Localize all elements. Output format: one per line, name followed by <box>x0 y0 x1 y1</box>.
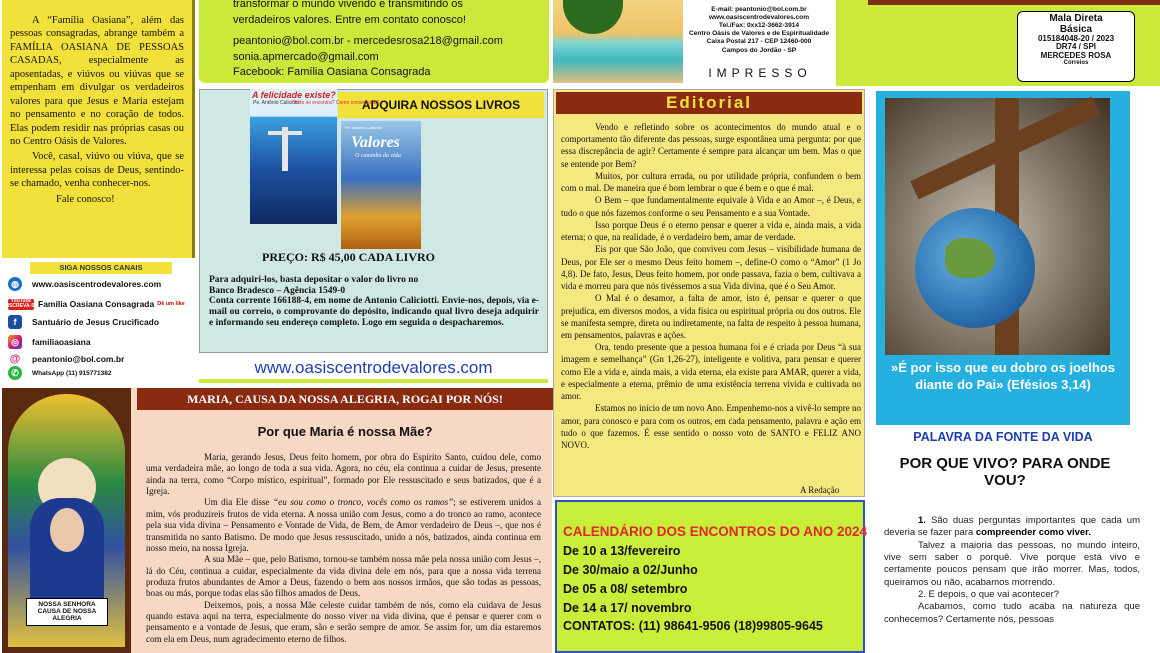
correios-logo: Correios <box>1063 60 1089 67</box>
social-item-label: www.oasiscentrodevalores.com <box>32 279 162 289</box>
instagram-icon: ◎ <box>8 335 22 349</box>
calendar-line: De 14 a 17/ novembro <box>563 600 692 615</box>
book-author: Pe. Antônio Caliciotti <box>253 100 299 106</box>
contact-line: verdadeiros valores. Entre em contato conosco! <box>233 13 466 26</box>
maria-title: MARIA, CAUSA DA NOSSA ALEGRIA, ROGAI POR NÓS! <box>137 388 553 410</box>
social-item-whatsapp[interactable] <box>8 366 111 380</box>
book-title: A felicidade existe? <box>252 90 336 100</box>
email-icon: @ <box>9 353 21 365</box>
social-item-label: WhatsApp (11) 915771382 <box>32 369 112 377</box>
like-badge: Dê um like <box>157 301 185 307</box>
editorial-body: Vendo e refletindo sobre os acontecimentos do mundo atual e o comportamento tão diferente das pessoas, surge espontânea uma pergunta: por que essa discrepância de agir? Certamente é sempre para alcançar um bem. Mas o que se entende por Bem? Muitos, por cultura errada, ou por utilidade própria, confundem o bem com o mal. De maneira que é bom lembrar o que é bem e o que é mal. O Bem – que fundamentalmente equivale à Vida e ao Amor –, é Deus, e tudo o que nós fazemos conforme o seu Pensamento e a sua Vontade. Isso porque Deus é o eterno pensar e querer a vida e, ainda mais, a vida eterna; o que, na realidade, é o verdadeiro bem, amar de verdade. Eis por que São João, que conviveu com Jesus – visibilidade humana de Deus, por Ele ser o mesmo Deus feito homem –, define-O como o “Amor” (1 Jo 4,8). De fato, Jesus, Deus feito homem, por onde passava, fazia o bem, cultivava a vida e morreu para que nós tivéssemos a sua Vida divina, que é o Seu Amor. O Mal é o desamor, a falta de amor, isto é, pensar e querer o que prejudica, em diversos modos, a vida física ou espiritual própria ou dos outros. Ele se manifesta sempre, direta ou indiretamente, na falta de respeito à pessoa humana, em pensamentos, palavras e ações. Ora, tendo presente que a pessoa humana foi e é criada por Deus “à sua imagem e semelhança” (Gn 1,26-27), inteligente e volitiva, para pensar e querer como Ele a vida e, ainda mais, a vida eterna, ela existe para AMAR, querer a vida, e especialmente a eterna, prêmio de uma existência terrena vivida e cultivada no amor. Estamos no início de um novo Ano. Empenhemo-nos a vivê-lo sempre no amor, para conosco e para com os outros, em cada pensamento, palavra e ação em tudo o que fazemos. É esse sentido o nosso voto de SANTO e FELIZ ANO NOVO. <box>561 122 861 451</box>
editorial-signature: A Redação <box>800 485 840 495</box>
contact-facebook: Facebook: Família Oasiana Consagrada <box>233 66 431 79</box>
familia-oasiana-box <box>2 0 195 258</box>
calendar-line: De 05 a 08/ setembro <box>563 581 688 596</box>
social-item-email[interactable] <box>8 352 124 366</box>
book-price: PREÇO: R$ 45,00 CADA LIVRO <box>262 250 436 264</box>
tree-shape <box>563 0 623 34</box>
site-link[interactable]: www.oasiscentrodevalores.com <box>254 358 493 377</box>
calendar-title: CALENDÁRIO DOS ENCONTROS DO ANO 2024 <box>563 524 868 539</box>
familia-paragraph: Você, casal, viúvo ou viúva, que se interessa pelas coisas de Deus, sentindo-se chamado, venha conhecer-nos. <box>10 151 184 190</box>
palavra-title: PALAVRA DA FONTE DA VIDA <box>913 430 1093 444</box>
mala-direta-stamp: Mala Direta Básica 015184048-20 / 2023 DR74 / SPI MERCEDES ROSA Correios <box>1017 11 1135 82</box>
facebook-icon: f <box>8 315 22 329</box>
face-shape <box>50 508 84 552</box>
calendar-line: De 30/maio a 02/Junho <box>563 563 698 577</box>
contact-email[interactable]: sonia.apmercado@gmail.com <box>233 50 379 63</box>
editorial-title: Editorial <box>556 92 862 114</box>
social-item-site[interactable] <box>8 277 161 291</box>
social-item-label: peantonio@bol.com.br <box>32 354 125 364</box>
social-item-label: Família Oasiana Consagrada <box>38 299 155 309</box>
maria-body: Maria, gerando Jesus, Deus feito homem, por obra do Espírito Santo, cuidou dele, como uma verdadeira mãe, ao longo de toda a sua vida. Agora, no céu, ela continua a cuidar de Jesus, presente ainda na terra, como “Corpo místico, espiritual”, formado por Ele ressuscitado e seus batizados, que é a Igreja. Um dia Ele disse “eu sou como o tronco, vocês como os ramos”; se estiverem unidos a mim, vós produzireis frutos de vida eterna. A nossa união com Jesus, como a do tronco ao ramo, acontece pela sua vida divina – Pensamento e Vontade de Vida, de Bem, de Amor verdadeiro de Deus –, que nos é transmitida no santo Batismo. De modo que Jesus ressuscitado, unido a nós, batizados, ainda continua em nosso meio, na nossa Igreja. A sua Mãe – que, pelo Batismo, tornou-se também nossa mãe pela nossa união com Jesus –, lá do Céu, continua a cuidar, especialmente da vida divina dele em nós, para que a nossa vida terrena produza frutos abundantes de Amor a Deus, fazendo o bem aos nossos irmãos, que são todas as pessoas, boas ou más, porque todas elas são filhos amados de Deus. Deixemos, pois, a nossa Mãe celeste cuidar também de nós, como ela cuidava de Jesus quando estava aqui na terra, especialmente do nosso viver na vida divina, que é pensar e querer com o pensamento e a vontade de Jesus, que eram, são e serão sempre de amor. Se assim for, um dia estaremos com ela em Deus, num agradecimento eterno de filhos. <box>146 452 541 644</box>
glass-caption: NOSSA SENHORA CAUSA DE NOSSA ALEGRIA <box>26 598 108 626</box>
book-author: Pe. Antonio Caliciotti <box>345 125 382 130</box>
statue-arms <box>268 131 302 135</box>
book-title: Valores <box>351 134 400 151</box>
social-item-label: Santuário de Jesus Crucificado <box>32 317 160 327</box>
whatsapp-icon: ✆ <box>8 366 22 380</box>
book-cover-valores <box>341 121 421 249</box>
palavra-question: POR QUE VIVO? PARA ONDE VOU? <box>899 455 1111 490</box>
globe-icon: ◍ <box>8 277 22 291</box>
social-item-label: familiaoasiana <box>32 337 91 347</box>
cross-caption: »É por isso que eu dobro os joelhos diante do Pai» (Efésios 3,14) <box>891 360 1115 392</box>
familia-paragraph: A “Família Oasiana”, além das pessoas consagradas, abrange também a FAMÍLIA OASIANA DE PESSOAS CASADAS, especialmente as aposentadas, e viúvos ou viúvas que se empenham em divulgar os verdadeiros valores para que Jesus e Maria estejam no pensamento e no coração de todos. Elas podem residir nas próprias casas ou no Centro Oásis de Valores. <box>10 15 184 147</box>
social-item-instagram[interactable] <box>8 335 91 349</box>
palavra-body: 1. São duas perguntas importantes que cada um deveria se fazer para compreender como viver. Talvez a maioria das pessoas, no mundo inteiro, vive sem saber o porquê. Vive porque está vivo e certamente poucos pensam que irão morrer. Mas, todos, queiramos ou não, acabamos morrendo. 2. E depois, o que vai acontecer? Acabamos, como tudo acaba na natureza que conhecemos? Certamente nós, pessoas <box>884 515 1140 625</box>
youtube-icon: YouTube INSCREVA-SE <box>4 298 38 309</box>
impresso-label: IMPRESSO <box>708 66 812 80</box>
book-subtitle: O caminho da vida <box>355 153 401 159</box>
social-item-youtube[interactable] <box>4 297 185 311</box>
purchase-instructions: Para adquiri-los, basta depositar o valor do livro no Banco Bradesco – Agência 1549-0 Conta corrente 166188-4, em nome de Antonio Caliciotti. Envie-nos, depois, via e-mail ou correio, o comprovante do depósito, indicando qual livro deseja adquirir e informando seu endereço completo. Logo em seguida o despacharemos. <box>209 275 539 328</box>
sender-address: E-mail: peantonio@bol.com.br www.oasiscentrodevalores.com Tel./Fax: 0xx12-3662-3914 Centro Oásis de Valores e de Espiritualidade Caixa Postal 217 - CEP 12460-000 Campos do Jordão - SP <box>689 6 829 54</box>
contact-line: transformar o mundo vivendo e transmitindo os <box>233 0 463 10</box>
book-subtitle: Onde se encontra? Como conseguí-la? <box>292 100 380 106</box>
maria-question: Por que Maria é nossa Mãe? <box>257 424 433 439</box>
crucifix-globe-image <box>885 98 1110 355</box>
social-item-facebook[interactable] <box>8 315 159 329</box>
calendar-box <box>555 500 868 653</box>
top-bar <box>868 0 1160 5</box>
books-title: ADQUIRA NOSSOS LIVROS <box>338 92 544 118</box>
continent-shape <box>945 238 995 278</box>
social-title: SIGA NOSSOS CANAIS <box>30 262 172 274</box>
calendar-line: De 10 a 13/fevereiro <box>563 544 681 559</box>
divider <box>199 379 548 383</box>
calendar-contacts: CONTATOS: (11) 98641-9506 (18)99805-9645 <box>563 619 823 634</box>
familia-closing: Fale conosco! <box>56 193 115 205</box>
contact-emails[interactable]: peantonio@bol.com.br - mercedesrosa218@gmail.com <box>233 35 503 48</box>
contact-box <box>199 0 549 83</box>
beach-image <box>553 0 683 83</box>
